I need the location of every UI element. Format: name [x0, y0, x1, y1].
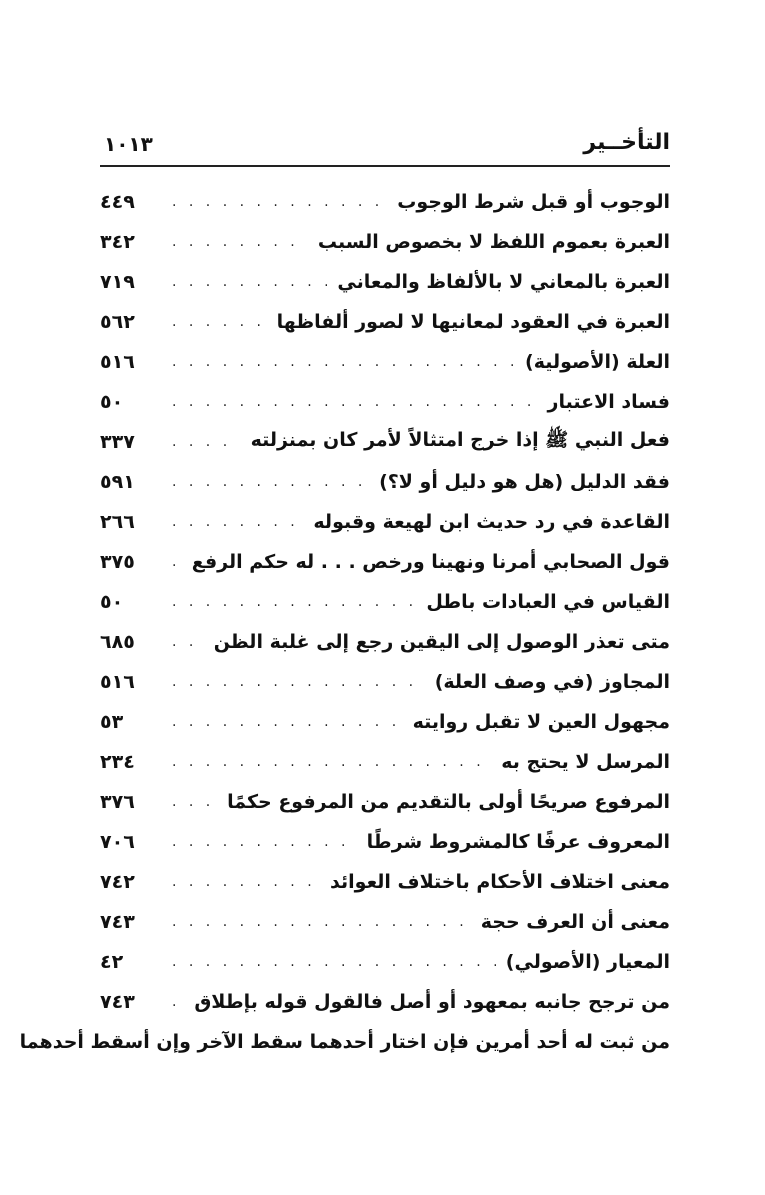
entry-text: من ثبت له أحد أمرين فإن اختار أحدهما سقط الآخر وإن أسقط أحدهما [19, 1031, 670, 1053]
entry-text: المرسل لا يحتج به [501, 751, 670, 773]
dot-leader [172, 314, 267, 330]
entry-text: المجاوز (في وصف العلة) [434, 671, 670, 693]
dot-leader [172, 514, 303, 530]
entry-text: مجهول العين لا تقبل روايته [412, 711, 670, 733]
index-entry [100, 982, 670, 1022]
index-entry [100, 462, 670, 502]
dot-leader [172, 634, 204, 650]
entry-page-number: ٢٣٤ [100, 751, 135, 773]
dot-leader [172, 554, 182, 570]
index-entry [100, 702, 670, 742]
entry-page-number: ٧٤٣ [100, 911, 135, 933]
dot-leader [172, 194, 387, 210]
entry-text: القياس في العبادات باطل [426, 591, 670, 613]
dot-leader [172, 954, 496, 970]
dot-leader [172, 754, 491, 770]
index-entry [100, 902, 670, 942]
entry-text: متى تعذر الوصول إلى اليقين رجع إلى غلبة الظن [213, 631, 670, 653]
dot-leader [172, 234, 308, 250]
index-entry [100, 822, 670, 862]
entry-page-number: ٣٧٦ [100, 791, 135, 813]
dot-leader [172, 834, 357, 850]
entry-page-number: ٣٤٢ [100, 231, 135, 253]
header-rule [100, 165, 670, 167]
entry-page-number: ٤٢ [100, 951, 124, 973]
entry-text: المعيار (الأصولي) [505, 951, 670, 973]
dot-leader [172, 994, 184, 1010]
header-page-number: ١٠١٣ [104, 132, 153, 156]
entry-text: العبرة بالمعاني لا بالألفاظ والمعاني [337, 271, 670, 293]
entry-text: فقد الدليل (هل هو دليل أو لا؟) [379, 471, 670, 493]
entry-page-number: ٣٣٧ [100, 431, 135, 453]
entry-text: فساد الاعتبار [547, 391, 670, 413]
index-entry [100, 182, 670, 222]
entry-text: القاعدة في رد حديث ابن لهيعة وقبوله [313, 511, 670, 533]
entry-text: المعروف عرفًا كالمشروط شرطًا [366, 831, 670, 853]
index-list [19, 182, 670, 1062]
entry-page-number: ٣٧٥ [100, 551, 135, 573]
index-entry [19, 1022, 670, 1062]
index-entry [100, 382, 670, 422]
entry-text: الوجوب أو قبل شرط الوجوب [397, 191, 670, 213]
dot-leader [172, 354, 515, 370]
entry-page-number: ٥٦٢ [100, 311, 135, 333]
index-entry [100, 742, 670, 782]
index-entry [100, 942, 670, 982]
dot-leader [172, 674, 425, 690]
dot-leader [172, 434, 241, 450]
dot-leader [172, 474, 369, 490]
dot-leader [172, 594, 416, 610]
entry-page-number: ٥٠ [100, 591, 124, 613]
entry-text: العبرة في العقود لمعانيها لا لصور ألفاظها [276, 311, 670, 333]
dot-leader [172, 274, 327, 290]
dot-leader [172, 394, 538, 410]
index-entry [100, 582, 670, 622]
entry-page-number: ٧٠٦ [100, 831, 135, 853]
dot-leader [172, 714, 403, 730]
dot-leader [172, 874, 320, 890]
entry-text: معنى اختلاف الأحكام باختلاف العوائد [330, 871, 670, 893]
entry-page-number: ٥١٦ [100, 351, 135, 373]
entry-text: فعل النبي ﷺ إذا خرج امتثالاً لأمر كان بمنزلته [250, 429, 670, 451]
index-entry [100, 302, 670, 342]
entry-page-number: ٧١٩ [100, 271, 135, 293]
entry-page-number: ٦٨٥ [100, 631, 135, 653]
dot-leader [172, 914, 471, 930]
index-entry [100, 542, 670, 582]
entry-page-number: ٧٤٣ [100, 991, 135, 1013]
entry-page-number: ٥١٦ [100, 671, 135, 693]
entry-text: المرفوع صريحًا أولى بالتقديم من المرفوع حكمًا [227, 791, 670, 813]
index-entry [100, 782, 670, 822]
index-entry [100, 422, 670, 462]
dot-leader [172, 794, 217, 810]
index-entry [100, 342, 670, 382]
entry-text: معنى أن العرف حجة [480, 911, 670, 933]
index-entry [100, 222, 670, 262]
index-entry [100, 262, 670, 302]
entry-page-number: ٥٩١ [100, 471, 135, 493]
entry-page-number: ٢٦٦ [100, 511, 135, 533]
entry-page-number: ٥٠ [100, 391, 124, 413]
running-header [100, 128, 670, 168]
entry-text: العلة (الأصولية) [525, 351, 670, 373]
entry-page-number: ٤٤٩ [100, 191, 135, 213]
index-entry [100, 622, 670, 662]
index-entry [100, 662, 670, 702]
index-entry [100, 502, 670, 542]
entry-page-number: ٥٣ [100, 711, 124, 733]
entry-text: من ترجح جانبه بمعهود أو أصل فالقول قوله بإطلاق [194, 991, 670, 1013]
entry-page-number: ٧٤٢ [100, 871, 135, 893]
entry-text: قول الصحابي أمرنا ونهينا ورخص . . . له حكم الرفع [191, 551, 670, 573]
header-title: التأخــير [583, 130, 670, 155]
index-entry [100, 862, 670, 902]
entry-text: العبرة بعموم اللفظ لا بخصوص السبب [317, 231, 670, 253]
